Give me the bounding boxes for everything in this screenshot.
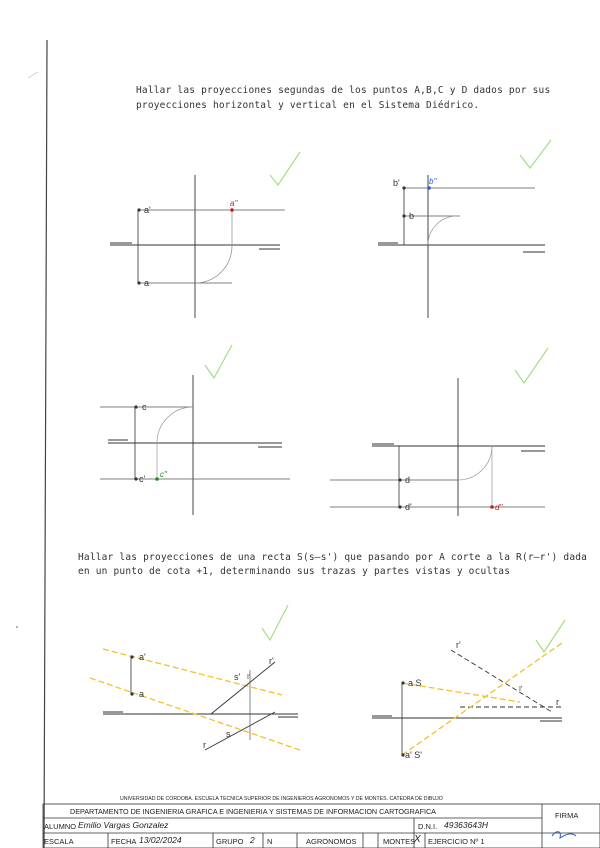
firma-label: FIRMA (555, 811, 579, 820)
label-b-second: b'' (429, 177, 437, 186)
point-d-second (490, 505, 494, 509)
point-c-vertical (134, 405, 137, 408)
margin-line (44, 40, 47, 848)
label-r-horizontal: r (556, 697, 559, 707)
label-a-second: a'' (230, 199, 238, 208)
label-as: a S (408, 678, 422, 688)
exercise1-statement-line1: Hallar las proyecciones segundas de los puntos A,B,C y D dados por sus (136, 85, 551, 96)
line-s-vertical (103, 649, 282, 695)
label-r-vertical: r' (456, 640, 461, 650)
point-a-vertical (130, 655, 133, 658)
alumno-value: Emilio Vargas Gonzalez (78, 820, 169, 830)
label-a-vertical: a' (144, 205, 151, 215)
label-d-vertical: d (405, 475, 411, 485)
label-a-horizontal: a (139, 689, 145, 699)
label-d-horizontal: d' (405, 502, 412, 512)
fecha-label: FECHA (111, 837, 137, 846)
check-mark (520, 140, 551, 168)
label-intersection: I' (519, 686, 523, 693)
point-d-horizontal (398, 505, 401, 508)
montes-mark: X (414, 834, 421, 845)
dni-value: 49363643H (444, 820, 488, 830)
line-r-vertical (211, 662, 275, 714)
line-s-horizontal (402, 643, 562, 755)
panel-c (100, 345, 290, 515)
label-b-vertical: b' (393, 178, 400, 188)
panel-a (110, 152, 300, 318)
transfer-arc (195, 246, 232, 283)
line-r-horizontal (205, 712, 275, 750)
transfer-arc (157, 407, 193, 443)
label-c-vertical: c (142, 402, 147, 412)
label-c-second: c'' (160, 470, 168, 479)
fecha-value: 13/02/2024 (139, 835, 182, 845)
check-mark (270, 152, 300, 185)
n-label: N (267, 837, 273, 846)
label-a-vertical: a' (139, 652, 146, 662)
agronomos-label: AGRONOMOS (306, 837, 357, 846)
label-intersection: I' (247, 674, 251, 681)
exercise1-statement-line2: proyecciones horizontal y vertical en el Sistema Diédrico. (136, 100, 480, 111)
exercise2-statement-line2: en un punto de cota +1, determinando sus trazas y partes vistas y ocultas (78, 566, 511, 577)
grupo-label: GRUPO (216, 837, 244, 846)
point-a-horizontal (137, 281, 140, 284)
point-a-second (230, 208, 234, 212)
point-b-horizontal (402, 214, 405, 217)
exercise2-left (90, 605, 300, 750)
alumno-label: ALUMNO (44, 822, 77, 831)
line-r-vertical (451, 650, 552, 712)
label-s-horizontal: s (226, 729, 231, 739)
stray-mark (28, 72, 38, 78)
dni-label: D.N.I. (418, 822, 438, 831)
point-c-second (155, 477, 159, 481)
panel-b (378, 140, 551, 318)
check-mark (262, 605, 288, 640)
point-b-vertical (402, 186, 405, 189)
university-line: UNIVERSIDAD DE CORDOBA. ESCUELA TECNICA SUPERIOR DE INGENIEROS AGRONOMOS Y DE MONTES. CATEDRA DE DIBUJO (120, 796, 443, 802)
point-a-vertical (137, 208, 140, 211)
label-d-second: d'' (495, 503, 503, 512)
check-mark (515, 348, 548, 383)
transfer-arc (428, 216, 457, 245)
escala-label: ESCALA (44, 837, 74, 846)
ejercicio-label: EJERCICIO Nº 1 (428, 837, 485, 846)
point-b-second (427, 186, 431, 190)
label-b-horizontal: b (409, 211, 415, 221)
check-mark (205, 345, 232, 378)
point-d-vertical (398, 478, 401, 481)
label-r-vertical: r' (269, 656, 274, 666)
label-s-vertical: s' (234, 672, 241, 682)
stray-dot (16, 626, 18, 628)
department-line: DEPARTAMENTO DE INGENIERIA GRAFICA E INGENIERIA Y SISTEMAS DE INFORMACION CARTOGRAFICA (70, 807, 436, 816)
label-c-horizontal: c' (139, 474, 146, 484)
label-as2: a' S' (405, 750, 422, 760)
point-a-vertical (401, 681, 404, 684)
point-a-horizontal (130, 692, 133, 695)
label-a-horizontal: a (144, 278, 150, 288)
montes-label: MONTES (383, 837, 416, 846)
grupo-value: 2 (250, 835, 255, 845)
check-mark (536, 620, 565, 652)
point-c-horizontal (134, 477, 137, 480)
transfer-arc (458, 446, 492, 480)
exercise2-right (372, 620, 565, 760)
panel-d (330, 348, 548, 516)
exercise2-statement-line1: Hallar las proyecciones de una recta S(s–s') que pasando por A corte a la R(r–r') dada (78, 552, 588, 563)
label-r-horizontal: r (203, 740, 206, 750)
